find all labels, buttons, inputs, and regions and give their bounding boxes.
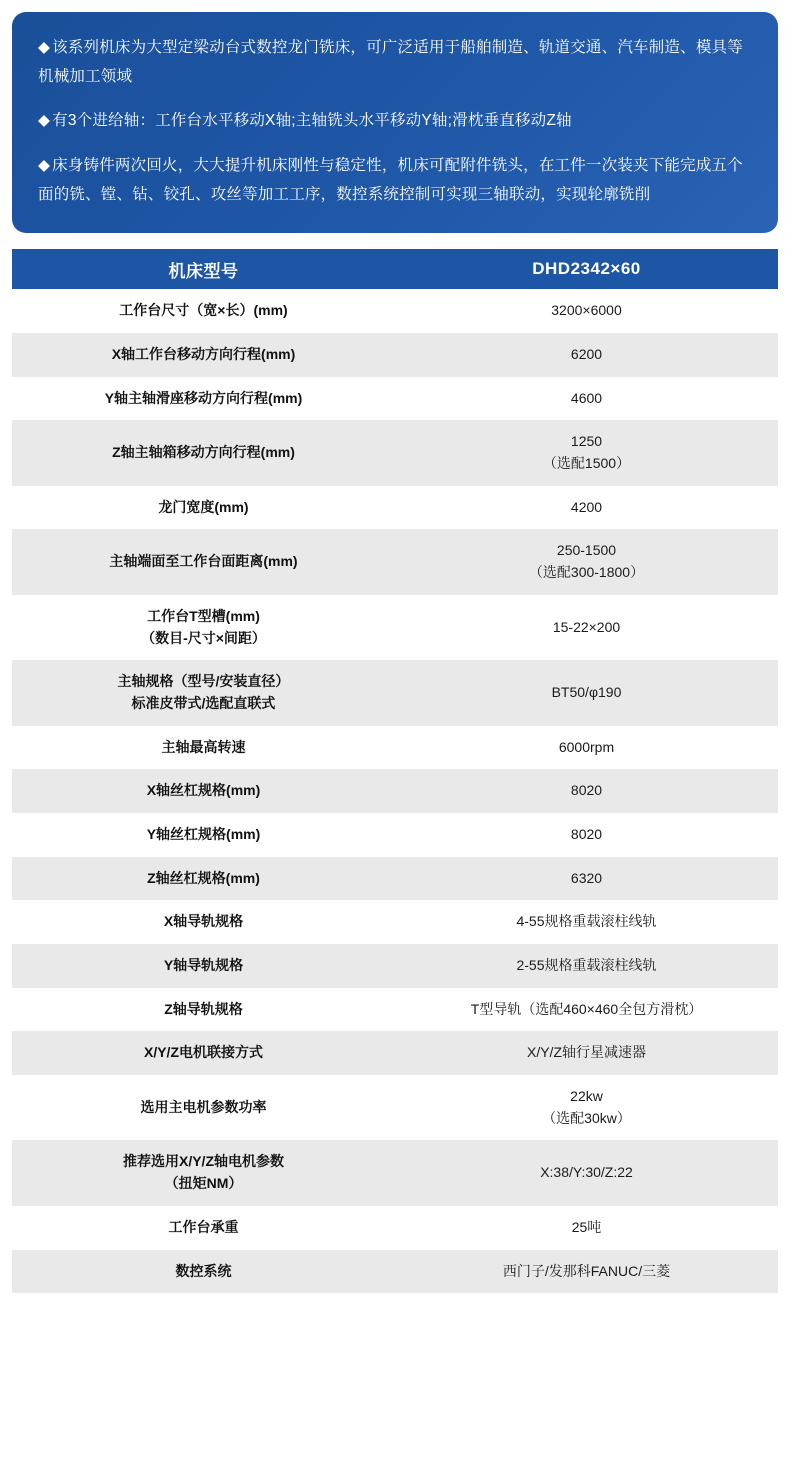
spec-name-cell (12, 486, 395, 530)
table-body (12, 289, 778, 1293)
spec-name-text: Y轴丝杠规格(mm) (146, 825, 261, 842)
spec-name-cell (12, 813, 395, 857)
table-header (12, 249, 778, 289)
table-row (12, 420, 778, 485)
spec-name-text: 选用主电机参数功率 (140, 1098, 267, 1115)
spec-name-text: 工作台承重 (168, 1218, 239, 1235)
spec-value-cell (395, 944, 778, 988)
header-cell-model-value: DHD2342×60 (395, 249, 778, 289)
spec-value-text: T型导轨（选配460×460全包方滑枕） (470, 1000, 703, 1017)
table-row (12, 813, 778, 857)
spec-value-cell (395, 726, 778, 770)
spec-value-text: X/Y/Z轴行星减速器 (526, 1044, 646, 1061)
intro-panel (12, 12, 778, 233)
spec-value-text: 2-55规格重载滚柱线轨 (516, 957, 657, 974)
table-row (12, 944, 778, 988)
spec-name-text: 数控系统 (175, 1262, 232, 1279)
table-row (12, 988, 778, 1032)
spec-name-cell (12, 660, 395, 725)
spec-value-cell (395, 900, 778, 944)
intro-line-2 (38, 107, 752, 136)
spec-name-text: X/Y/Z电机联接方式 (143, 1044, 263, 1061)
intro-line-3 (38, 152, 752, 209)
spec-value-cell (395, 988, 778, 1032)
specification-table (12, 249, 778, 1293)
spec-value-text: BT50/φ190 (551, 684, 622, 701)
spec-value-text: X:38/Y:30/Z:22 (540, 1164, 633, 1181)
spec-name-text: 推荐选用X/Y/Z轴电机参数 (122, 1153, 284, 1170)
spec-value-cell (395, 1031, 778, 1075)
spec-value-text-secondary: （选配30kw） (542, 1109, 631, 1126)
table-row (12, 769, 778, 813)
spec-value-cell (395, 289, 778, 333)
spec-value-text: 6000rpm (558, 738, 615, 755)
table-row (12, 377, 778, 421)
spec-name-cell (12, 769, 395, 813)
spec-value-text: 250-1500 (556, 542, 617, 559)
spec-name-cell (12, 1075, 395, 1140)
spec-name-cell (12, 1206, 395, 1250)
intro-line-1-text: 该系列机床为大型定梁动台式数控龙门铣床，可广泛适用于船舶制造、轨道交通、汽车制造、模具等机械加工领域 (38, 39, 743, 85)
spec-value-cell (395, 1140, 778, 1205)
spec-value-text: 15-22×200 (552, 618, 621, 635)
table-row (12, 660, 778, 725)
spec-value-cell (395, 1250, 778, 1294)
spec-value-cell (395, 529, 778, 594)
spec-name-cell (12, 420, 395, 485)
spec-name-cell (12, 1250, 395, 1294)
table-row (12, 726, 778, 770)
spec-value-cell (395, 420, 778, 485)
table-row (12, 1206, 778, 1250)
spec-name-text: X轴导轨规格 (163, 913, 244, 930)
spec-name-cell (12, 857, 395, 901)
spec-name-cell (12, 1031, 395, 1075)
spec-value-cell (395, 1075, 778, 1140)
spec-value-cell (395, 1206, 778, 1250)
spec-name-text: 龙门宽度(mm) (158, 498, 249, 515)
table-row (12, 289, 778, 333)
diamond-bullet-icon: ◆ (38, 112, 51, 130)
table-row (12, 486, 778, 530)
spec-value-text: 3200×6000 (551, 302, 622, 319)
spec-name-text-secondary: （数目-尺寸×间距） (141, 629, 266, 646)
spec-value-text: 4600 (570, 389, 603, 406)
spec-value-text: 8020 (570, 825, 603, 842)
table-header-row (12, 249, 778, 289)
spec-name-text: Z轴主轴箱移动方向行程(mm) (112, 444, 295, 461)
spec-name-text: 主轴最高转速 (161, 738, 246, 755)
spec-value-cell (395, 660, 778, 725)
spec-value-text: 22kw (570, 1088, 603, 1105)
spec-name-text: 主轴端面至工作台面距离(mm) (109, 553, 298, 570)
table-row (12, 595, 778, 660)
spec-name-cell (12, 1140, 395, 1205)
table-row (12, 1140, 778, 1205)
spec-name-cell (12, 726, 395, 770)
spec-name-text: X轴丝杠规格(mm) (146, 782, 261, 799)
spec-value-text: 6320 (570, 869, 603, 886)
spec-value-cell (395, 377, 778, 421)
spec-name-text: Y轴导轨规格 (163, 957, 244, 974)
table-row (12, 529, 778, 594)
spec-value-cell (395, 813, 778, 857)
spec-value-text-secondary: （选配1500） (542, 455, 631, 472)
spec-value-cell (395, 769, 778, 813)
spec-name-text: 主轴规格（型号/安装直径） (117, 673, 290, 690)
spec-name-text: X轴工作台移动方向行程(mm) (111, 346, 296, 363)
spec-value-text: 6200 (570, 346, 603, 363)
table-row (12, 857, 778, 901)
table-row (12, 1250, 778, 1294)
spec-value-text: 4-55规格重载滚柱线轨 (516, 913, 657, 930)
spec-value-cell (395, 333, 778, 377)
spec-name-text-secondary: （扭矩NM） (164, 1175, 243, 1192)
spec-name-cell (12, 333, 395, 377)
spec-name-cell (12, 529, 395, 594)
intro-line-1 (38, 34, 752, 91)
spec-value-cell (395, 857, 778, 901)
spec-name-text: Z轴导轨规格 (164, 1000, 243, 1017)
spec-value-text: 4200 (570, 498, 603, 515)
spec-name-text: Z轴丝杠规格(mm) (147, 869, 260, 886)
diamond-bullet-icon: ◆ (38, 39, 51, 56)
intro-line-2-text: 有3个进给轴：工作台水平移动X轴;主轴铣头水平移动Y轴;滑枕垂直移动Z轴 (52, 112, 572, 130)
spec-name-text: 工作台尺寸（宽×长）(mm) (119, 302, 288, 319)
spec-name-cell (12, 988, 395, 1032)
spec-name-cell (12, 377, 395, 421)
spec-name-text: 工作台T型槽(mm) (147, 607, 260, 624)
spec-name-cell (12, 900, 395, 944)
spec-value-text: 西门子/发那科FANUC/三菱 (502, 1262, 671, 1279)
spec-name-cell (12, 595, 395, 660)
table-row (12, 1031, 778, 1075)
spec-name-text-secondary: 标准皮带式/选配直联式 (131, 694, 276, 711)
spec-value-text-secondary: （选配300-1800） (528, 564, 645, 581)
spec-name-cell (12, 289, 395, 333)
spec-value-cell (395, 595, 778, 660)
table-row (12, 333, 778, 377)
spec-value-text: 8020 (570, 782, 603, 799)
intro-line-3-text: 床身铸件两次回火，大大提升机床刚性与稳定性，机床可配附件铣头，在工件一次装夹下能完成五个面的铣、镗、钻、铰孔、攻丝等加工工序，数控系统控制可实现三轴联动，实现轮廓铣削 (38, 157, 743, 203)
spec-name-text: Y轴主轴滑座移动方向行程(mm) (104, 389, 303, 406)
spec-value-cell (395, 486, 778, 530)
spec-value-text: 25吨 (571, 1218, 602, 1235)
diamond-bullet-icon: ◆ (38, 157, 51, 175)
table-row (12, 1075, 778, 1140)
header-cell-model-label: 机床型号 (12, 249, 395, 289)
table-row (12, 900, 778, 944)
spec-value-text: 1250 (570, 433, 603, 450)
spec-name-cell (12, 944, 395, 988)
